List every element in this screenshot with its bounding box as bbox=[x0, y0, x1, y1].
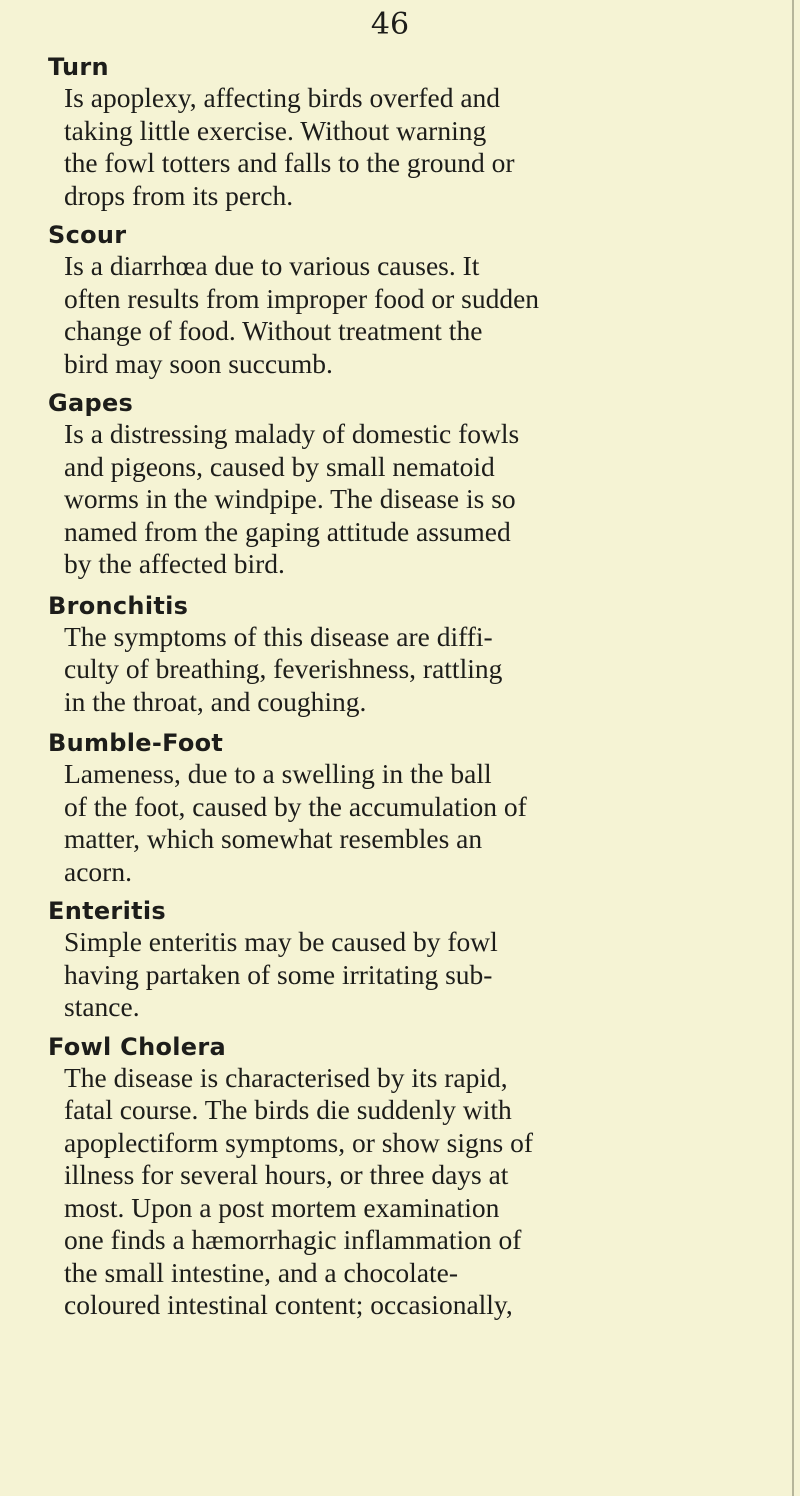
entry-text: Is a distressing malady of domestic fowls and pigeons, caused by small nematoid worms in the windpipe. The disease is so named from the gaping attitude assumed by the affected bird. bbox=[64, 418, 520, 579]
entry-text: Simple enteritis may be caused by fowl having partaken of some irritating sub- stance. bbox=[64, 926, 498, 1022]
entry-text: Is apoplexy, affecting birds overfed and taking little exercise. Without warning the fowl totters and falls to the ground or drops from its perch. bbox=[64, 82, 515, 211]
entry-bumble-foot bbox=[0, 728, 760, 888]
page-edge-line bbox=[792, 0, 794, 1496]
entry-heading: Gapes bbox=[48, 389, 134, 417]
entry-bronchitis bbox=[0, 591, 760, 719]
entry-heading: Fowl Cholera bbox=[48, 1032, 226, 1061]
page-content bbox=[0, 52, 760, 1322]
entry-text: Lameness, due to a swelling in the ball of the foot, caused by the accumulation of matter, which somewhat resembles an acorn. bbox=[64, 758, 527, 887]
entry-text: Is a diarrhœa due to various causes. It often results from improper food or sudden change of food. Without treatment the bird may soon succumb. bbox=[64, 250, 540, 379]
entry-text: The symptoms of this disease are diffi- culty of breathing, feverishness, rattling in the throat, and coughing. bbox=[64, 620, 503, 717]
entry-enteritis bbox=[0, 896, 760, 1024]
entry-heading: Bronchitis bbox=[48, 591, 189, 620]
entry-heading: Scour bbox=[48, 221, 127, 249]
entry-gapes bbox=[0, 388, 760, 581]
entry-text: The disease is characterised by its rapid, fatal course. The birds die suddenly with apoplectiform symptoms, or show signs of illness for several hours, or three days at most. Upon a post mortem examination one finds a hæmorrhagic inflammation of the small intestine, and a chocolate- coloured intestinal content; occasionally, bbox=[64, 1061, 533, 1320]
page-number: 46 bbox=[370, 7, 410, 42]
entry-heading: Turn bbox=[48, 53, 109, 81]
entry-heading: Bumble-Foot bbox=[48, 729, 224, 757]
entry-turn bbox=[0, 52, 760, 212]
entry-heading: Enteritis bbox=[48, 897, 166, 925]
entry-fowl-cholera bbox=[0, 1032, 760, 1322]
entry-scour bbox=[0, 220, 760, 380]
